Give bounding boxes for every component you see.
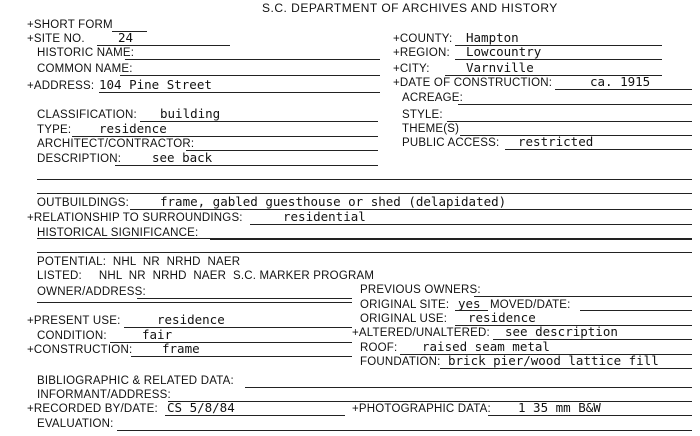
site-no-value: 24	[118, 30, 134, 45]
previous-owners-label: PREVIOUS OWNERS:	[360, 284, 481, 296]
informant-label: INFORMANT/ADDRESS:	[37, 389, 171, 401]
blank-rule-line	[37, 302, 352, 303]
outbuildings-label: OUTBUILDINGS:	[37, 197, 130, 209]
foundation-value: brick pier/wood lattice fill	[448, 353, 659, 368]
address-underline	[99, 92, 380, 93]
original-use-value: residence	[468, 310, 536, 325]
region-value: Lowcountry	[466, 44, 542, 59]
relationship-value: residential	[283, 209, 366, 224]
original-site-underline	[455, 310, 488, 311]
historic-name-label: HISTORIC NAME:	[37, 47, 135, 59]
site-no-label: +SITE NO.	[27, 33, 85, 45]
roof-value: raised seam metal	[422, 339, 550, 354]
architect-underline	[186, 150, 378, 151]
classification-value: building	[160, 106, 221, 121]
original-site-value: yes	[458, 296, 481, 311]
common-name-underline	[120, 75, 380, 76]
historical-significance-label: HISTORICAL SIGNIFICANCE:	[37, 227, 199, 239]
bibliographic-underline	[245, 387, 692, 388]
theme-label: THEME(S)	[402, 123, 460, 135]
form-header: S.C. DEPARTMENT OF ARCHIVES AND HISTORY	[262, 1, 558, 15]
construction-underline	[131, 356, 352, 357]
present-use-value: residence	[157, 312, 225, 327]
moved-date-label: MOVED/DATE:	[490, 299, 571, 311]
relationship-underline	[250, 224, 692, 225]
owner-address-label: OWNER/ADDRESS:	[37, 286, 146, 298]
type-value: residence	[99, 121, 167, 136]
outbuildings-underline	[130, 209, 692, 210]
city-label: +CITY:	[393, 63, 430, 75]
owner-address-underline	[137, 298, 352, 299]
acreage-label: ACREAGE:	[402, 92, 464, 104]
style-underline	[447, 121, 692, 122]
photographic-value: 1 35 mm B&W	[518, 400, 601, 415]
date-construction-underline	[555, 89, 692, 90]
common-name-label: COMMON NAME:	[37, 63, 133, 75]
informant-underline	[168, 401, 692, 402]
original-use-label: ORIGINAL USE:	[360, 313, 448, 325]
outbuildings-value: frame, gabled guesthouse or shed (delapidated)	[160, 194, 507, 209]
description-underline	[115, 165, 378, 166]
city-value: Varnville	[466, 60, 534, 75]
original-site-label: ORIGINAL SITE:	[360, 299, 450, 311]
public-access-value: restricted	[518, 134, 594, 149]
roof-label: ROOF:	[360, 342, 398, 354]
type-label: TYPE:	[37, 124, 72, 136]
condition-underline	[110, 342, 352, 343]
recorded-by-underline	[165, 415, 345, 416]
public-access-label: PUBLIC ACCESS:	[402, 137, 500, 149]
site-no-underline	[97, 45, 230, 46]
blank-rule-line	[37, 193, 692, 194]
listed-line: LISTED: NHL NR NRHD NAER S.C. MARKER PROGRAM	[37, 270, 375, 282]
previous-owners-underline	[474, 296, 692, 297]
evaluation-label: EVALUATION:	[37, 418, 114, 430]
address-value: 104 Pine Street	[99, 77, 212, 92]
classification-label: CLASSIFICATION:	[37, 109, 137, 121]
region-label: +REGION:	[393, 47, 450, 59]
foundation-underline	[440, 368, 692, 369]
address-label: +ADDRESS:	[27, 80, 95, 92]
public-access-underline	[505, 149, 692, 150]
blank-rule-line	[37, 252, 692, 253]
evaluation-underline	[117, 430, 692, 431]
foundation-label: FOUNDATION:	[360, 356, 441, 368]
present-use-label: +PRESENT USE:	[27, 315, 121, 327]
classification-underline	[140, 121, 378, 122]
relationship-label: +RELATIONSHIP TO SURROUNDINGS:	[27, 212, 243, 224]
date-construction-value: ca. 1915	[590, 74, 651, 89]
county-label: +COUNTY:	[393, 33, 453, 45]
short-form-label: +SHORT FORM	[27, 19, 113, 31]
historical-significance-underline	[210, 239, 692, 240]
blank-rule-line	[37, 179, 692, 180]
altered-label: +ALTERED/UNALTERED:	[352, 327, 490, 339]
county-value: Hampton	[466, 30, 519, 45]
photographic-underline	[488, 415, 692, 416]
description-value: see back	[152, 150, 213, 165]
architect-label: ARCHITECT/CONTRACTOR:	[37, 138, 195, 150]
blank-rule-line	[37, 238, 692, 239]
condition-value: fair	[142, 327, 173, 342]
style-label: STYLE:	[402, 109, 443, 121]
acreage-underline	[458, 104, 692, 105]
construction-label: +CONSTRUCTION:	[27, 344, 133, 356]
bibliographic-label: BIBLIOGRAPHIC & RELATED DATA:	[37, 375, 234, 387]
moved-date-underline	[580, 310, 692, 311]
date-construction-label: +DATE OF CONSTRUCTION:	[393, 77, 553, 89]
photographic-label: +PHOTOGRAPHIC DATA:	[352, 403, 491, 415]
condition-label: CONDITION:	[37, 330, 107, 342]
description-label: DESCRIPTION:	[37, 153, 122, 165]
type-underline	[72, 136, 378, 137]
recorded-by-label: +RECORDED BY/DATE:	[27, 403, 158, 415]
altered-value: see description	[505, 324, 618, 339]
construction-value: frame	[162, 341, 200, 356]
historic-name-underline	[125, 59, 380, 60]
recorded-by-value: CS 5/8/84	[167, 400, 235, 415]
potential-line: POTENTIAL: NHL NR NRHD NAER	[37, 256, 241, 268]
